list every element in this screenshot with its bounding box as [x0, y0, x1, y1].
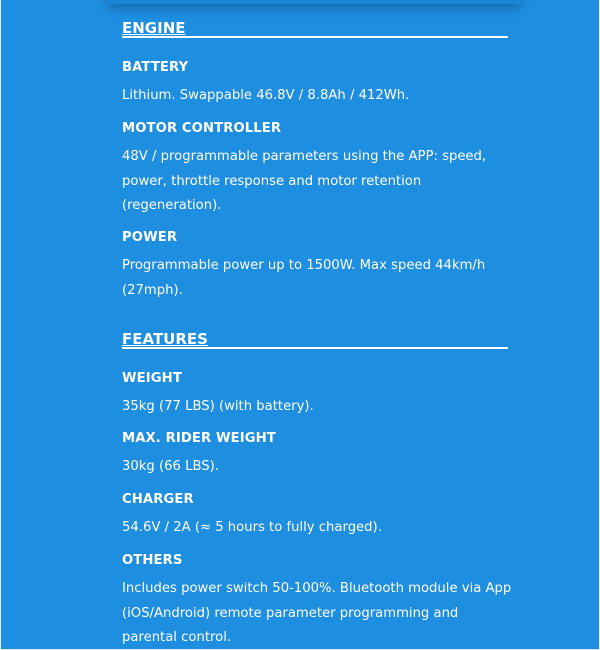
spec-label-power: POWER — [122, 230, 178, 245]
spec-value-charger — [122, 516, 508, 541]
spec-value-power — [122, 254, 508, 303]
spec-value-line: power, throttle response and motor retention — [122, 173, 422, 189]
spec-value-line: 54.6V / 2A (≈ 5 hours to fully charged). — [122, 520, 382, 535]
frame-edge-left — [0, 0, 1, 650]
spec-value-line: (iOS/Android) remote parameter programming and — [122, 605, 459, 621]
spec-value-line: 48V / programmable parameters using the APP: speed, — [122, 149, 487, 164]
header-shadow — [108, 0, 520, 4]
spec-value-line: (27mph). — [122, 282, 183, 298]
spec-label-weight: WEIGHT — [122, 371, 182, 386]
spec-value-battery — [122, 84, 508, 109]
spec-motor-controller — [122, 120, 508, 219]
section-title-engine: ENGINE — [122, 19, 186, 37]
spec-value-others — [122, 577, 512, 650]
spec-value-line: Programmable power up to 1500W. Max speed 44km/h — [122, 258, 486, 273]
spec-value-line: (regeneration). — [122, 198, 222, 213]
spec-value-line: 35kg (77 LBS) (with battery). — [122, 399, 314, 414]
spec-value-motor-controller — [122, 145, 508, 219]
spec-max-rider-weight — [122, 430, 508, 480]
spec-label-others: OTHERS — [122, 553, 183, 568]
spec-value-line: Lithium. Swappable 46.8V / 8.8Ah / 412Wh. — [122, 88, 410, 103]
spec-weight — [122, 370, 508, 420]
section-header-engine — [122, 12, 508, 38]
spec-label-battery: BATTERY — [122, 60, 189, 75]
spec-charger — [122, 491, 508, 541]
spec-value-max-rider-weight — [122, 455, 508, 480]
spec-value-line: parental control. — [122, 630, 232, 645]
spec-label-motor-controller: MOTOR CONTROLLER — [122, 121, 282, 136]
spec-value-line: Includes power switch 50-100%. Bluetooth module via App — [122, 581, 512, 596]
spec-others — [122, 552, 512, 650]
spec-value-weight — [122, 395, 508, 420]
spec-power — [122, 229, 508, 303]
spec-label-max-rider-weight: MAX. RIDER WEIGHT — [122, 431, 276, 446]
spec-value-line: 30kg (66 LBS). — [122, 459, 219, 474]
section-title-features: FEATURES — [122, 330, 208, 348]
spec-label-charger: CHARGER — [122, 492, 194, 507]
spec-battery — [122, 59, 508, 109]
section-header-features — [122, 323, 508, 349]
